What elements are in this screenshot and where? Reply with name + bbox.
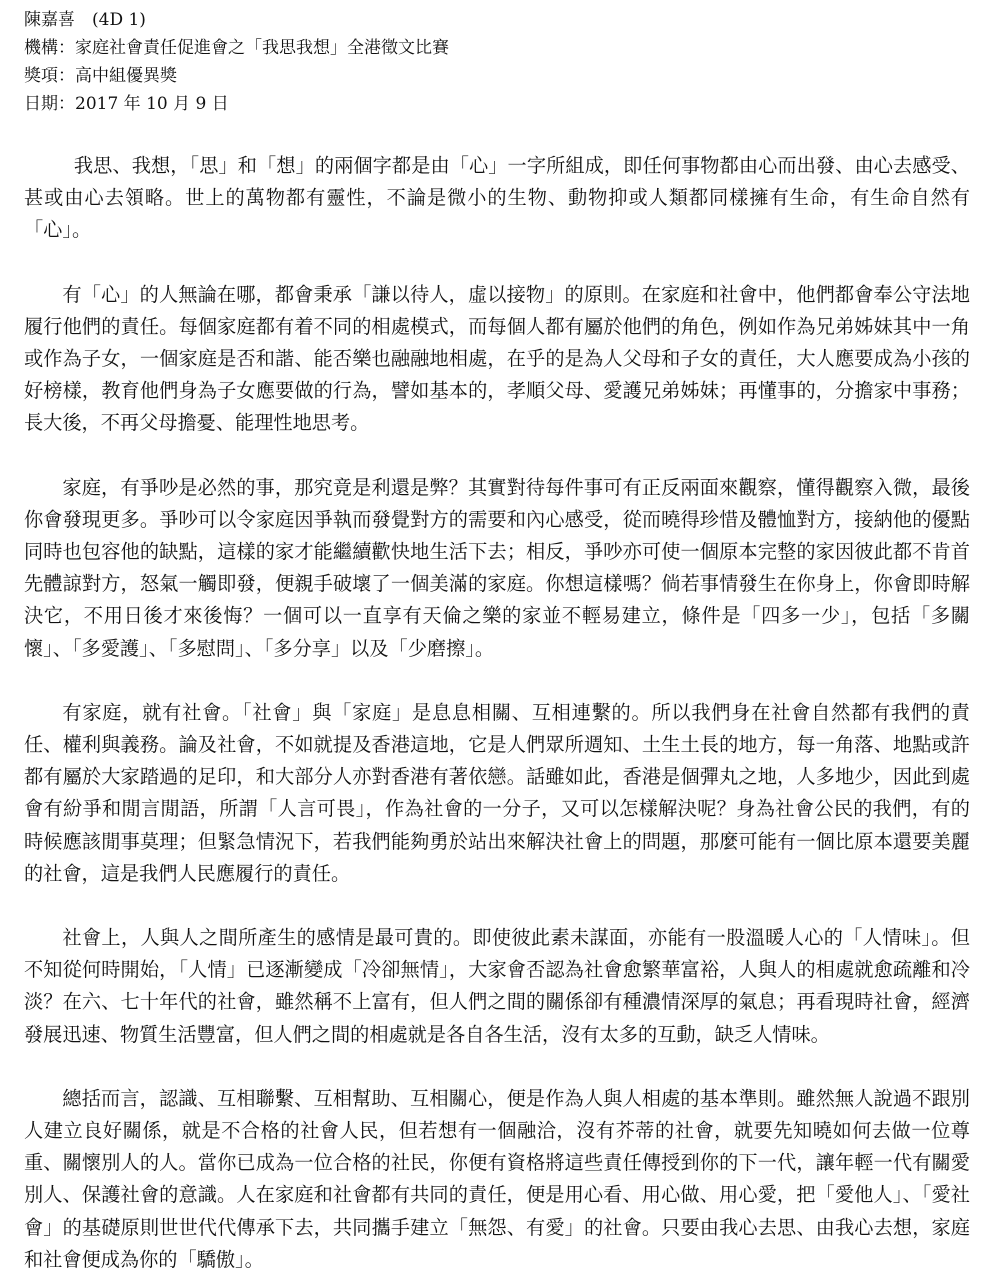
organization-line: 機構：家庭社會責任促進會之「我思我想」全港徵文比賽 bbox=[24, 38, 449, 58]
author-line: 陳嘉喜 (4D 1) bbox=[24, 10, 146, 30]
essay-header bbox=[24, 6, 970, 118]
essay-paragraph: 有家庭，就有社會。「社會」與「家庭」是息息相關、互相連繫的。所以我們身在社會自然都有我們的責任、權利與義務。論及社會，不如就提及香港這地，它是人們眾所週知、土生土長的地方，每一角落、地點或許都有屬於大家踏過的足印，和大部分人亦對香港有著依戀。話雖如此，香港是個彈丸之地，人多地少，因此到處會有紛爭和閒言閒語，所謂「人言可畏」，作為社會的一分子，又可以怎樣解決呢？身為社會公民的我們，有的時候應該閒事莫理；但緊急情況下，若我們能夠勇於站出來解決社會上的問題，那麼可能有一個比原本還要美麗的社會，這是我們人民應履行的責任。 bbox=[24, 700, 970, 885]
essay-paragraph: 有「心」的人無論在哪，都會秉承「謙以待人，虛以接物」的原則。在家庭和社會中，他們都會奉公守法地履行他們的責任。每個家庭都有着不同的相處模式，而每個人都有屬於他們的角色，例如作為兄弟姊妹其中一角或作為子女，一個家庭是否和諧、能否樂也融融地相處，在乎的是為人父母和子女的責任，大人應要成為小孩的好榜樣，教育他們身為子女應要做的行為，譬如基本的，孝順父母、愛護兄弟姊妹；再懂事的，分擔家中事務；長大後，不再父母擔憂、能理性地思考。 bbox=[24, 282, 970, 435]
award-line: 獎項：高中組優異獎 bbox=[24, 66, 177, 86]
essay-paragraph: 我思、我想，「思」和「想」的兩個字都是由「心」一字所組成，即任何事物都由心而出發、由心去感受、甚或由心去領略。世上的萬物都有靈性，不論是微小的生物、動物抑或人類都同樣擁有生命，有生命自然有「心」。 bbox=[24, 154, 970, 242]
date-line: 日期：2017 年 10 月 9 日 bbox=[24, 94, 229, 114]
essay-paragraph: 家庭，有爭吵是必然的事，那究竟是利還是弊？其實對待每件事可有正反兩面來觀察，懂得觀察入微，最後你會發現更多。爭吵可以令家庭因爭執而發覺對方的需要和內心感受，從而曉得珍惜及體恤對方，接納他的優點同時也包容他的缺點，這樣的家才能繼續歡快地生活下去；相反，爭吵亦可使一個原本完整的家因彼此都不肯首先體諒對方，怒氣一觸即發，便親手破壞了一個美滿的家庭。你想這樣嗎？倘若事情發生在你身上，你會即時解決它，不用日後才來後悔？一個可以一直享有天倫之樂的家並不輕易建立，條件是「四多一少」，包括「多關懷」、「多愛護」、「多慰問」、「多分享」以及「少磨擦」。 bbox=[24, 475, 970, 660]
essay-paragraph: 社會上，人與人之間所產生的感情是最可貴的。即使彼此素未謀面，亦能有一股溫暖人心的「人情味」。但不知從何時開始，「人情」已逐漸變成「冷卻無情」，大家會否認為社會愈繁華富裕，人與人的相處就愈疏離和冷淡？在六、七十年代的社會，雖然稱不上富有，但人們之間的關係卻有種濃情深厚的氣息；再看現時社會，經濟發展迅速、物質生活豐富，但人們之間的相處就是各自各生活，沒有太多的互動，缺乏人情味。 bbox=[24, 926, 970, 1046]
essay-paragraph: 總括而言，認識、互相聯繫、互相幫助、互相關心，便是作為人與人相處的基本準則。雖然無人說過不跟別人建立良好關係，就是不合格的社會人民，但若想有一個融洽，沒有芥蒂的社會，就要先知曉如何去做一位尊重、關懷別人的人。當你已成為一位合格的社民，你便有資格將這些責任傳授到你的下一代，讓年輕一代有關愛別人、保護社會的意識。人在家庭和社會都有共同的責任，便是用心看、用心做、用心愛，把「愛他人」、「愛社會」的基礎原則世世代代傳承下去，共同攜手建立「無怨、有愛」的社會。只要由我心去思、由我心去想，家庭和社會便成為你的「驕傲」。 bbox=[24, 1086, 970, 1271]
essay-body bbox=[24, 150, 970, 1276]
